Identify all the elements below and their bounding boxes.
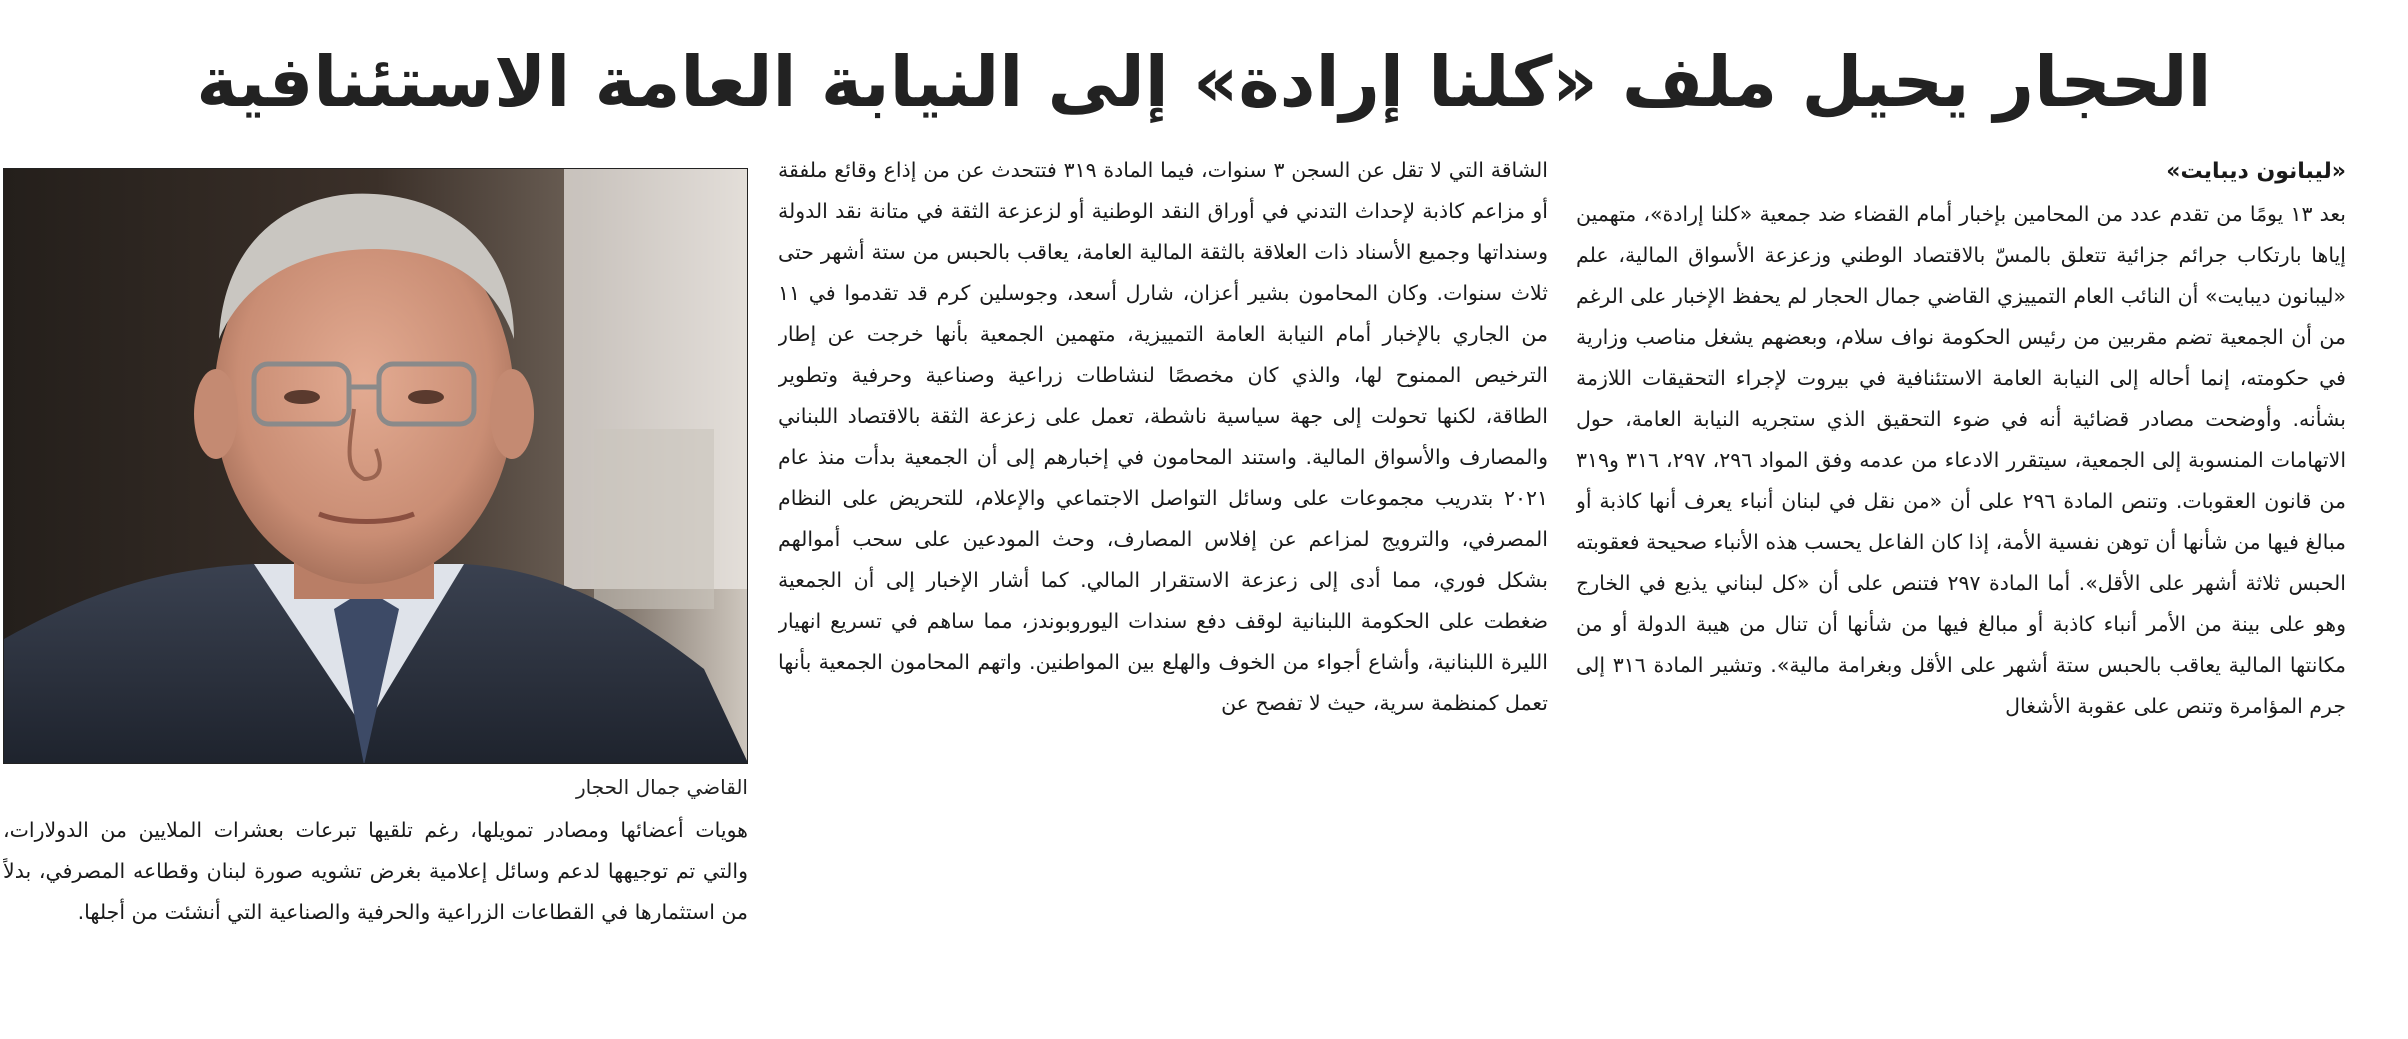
article-body-left: هويات أعضائها ومصادر تمويلها، رغم تلقيها تبرعات بعشرات الملايين من الدولارات، والتي تم توجيهها لدعم وسائل إعلامية بغرض تشويه صورة لبنان وقطاعه المصرفي، بدلاً من استثمارها في القطاعات الزراعية والحرفية والصناعية التي أنشئت من أجلها.	[3, 818, 748, 924]
article-column-middle	[778, 150, 1548, 1015]
portrait-illustration	[4, 169, 748, 764]
article-byline: «ليبانون ديبايت»	[2166, 159, 2346, 184]
article-headline: الحجار يحيل ملف «كلنا إرادة» إلى النيابة العامة الاستئنافية	[196, 41, 2212, 123]
judge-photo	[3, 168, 748, 764]
photo-caption: القاضي جمال الحجار	[575, 775, 748, 799]
article-body-middle: الشاقة التي لا تقل عن السجن ٣ سنوات، فيما المادة ٣١٩ فتتحدث عن من إذاع وقائع ملفقة أو مزاعم كاذبة لإحداث التدني في أوراق النقد الوطنية أو لزعزعة الثقة في متانة نقد الدولة وسنداتها وجميع الأسناد ذات العلاقة بالثقة المالية العامة، يعاقب بالحبس من ستة أشهر حتى ثلاث سنوات. وكان المحامون بشير أعزان، شارل أسعد، وجوسلين كرم قد تقدموا في ١١ من الجاري بالإخبار أمام النيابة العامة التمييزية، متهمين الجمعية بأنها خرجت عن إطار الترخيص الممنوح لها، والذي كان مخصصًا لنشاطات زراعية وصناعية وحرفية وتطوير الطاقة، لكنها تحولت إلى جهة سياسية ناشطة، تعمل على زعزعة الثقة بالاقتصاد اللبناني والمصارف والأسواق المالية. واستند المحامون في إخبارهم إلى أن الجمعية بدأت منذ عام ٢٠٢١ بتدريب مجموعات على وسائل التواصل الاجتماعي والإعلام، للتحريض على النظام المصرفي، والترويج لمزاعم عن إفلاس المصارف، وحث المودعين على سحب أموالهم بشكل فوري، مما أدى إلى زعزعة الاستقرار المالي. كما أشار الإخبار إلى أن الجمعية ضغطت على الحكومة اللبنانية لوقف دفع سندات اليوروبوندز، مما ساهم في تسريع انهيار الليرة اللبنانية، وأشاع أجواء من الخوف والهلع بين المواطنين. واتهم المحامون الجمعية بأنها تعمل كمنظمة سرية، حيث لا تفصح عن	[778, 158, 1548, 715]
article-body-right: بعد ١٣ يومًا من تقدم عدد من المحامين بإخبار أمام القضاء ضد جمعية «كلنا إرادة»، متهمين إياها بارتكاب جرائم جزائية تتعلق بالمسّ بالاقتصاد الوطني وزعزعة الأسواق المالية، علم «ليبانون ديبايت» أن النائب العام التمييزي القاضي جمال الحجار لم يحفظ الإخبار على الرغم من أن الجمعية تضم مقربين من رئيس الحكومة نواف سلام، وبعضهم يشغل مناصب وزارية في حكومته، إنما أحاله إلى النيابة العامة الاستئنافية في بيروت لإجراء التحقيقات اللازمة بشأنه. وأوضحت مصادر قضائية أنه في ضوء التحقيق الذي ستجريه النيابة العامة، حول الاتهامات المنسوبة إلى الجمعية، سيتقرر الادعاء من عدمه وفق المواد ٢٩٦، ٢٩٧، ٣١٦ و٣١٩ من قانون العقوبات. وتنص المادة ٢٩٦ على أن «من نقل في لبنان أنباء يعرف أنها كاذبة أو مبالغ فيها من شأنها أن توهن نفسية الأمة، إذا كان الفاعل يحسب هذه الأنباء صحيحة فعقوبته الحبس ثلاثة أشهر على الأقل». أما المادة ٢٩٧ فتنص على أن «كل لبناني يذيع في الخارج وهو على بينة من الأمر أنباء كاذبة أو مبالغ فيها من شأنها أن تنال من هيبة الدولة أو من مكانتها المالية يعاقب بالحبس ستة أشهر على الأقل وبغرامة مالية». وتشير المادة ٣١٦ إلى جرم المؤامرة وتنص على عقوبة الأشغال	[1576, 202, 2346, 718]
article-column-left	[3, 168, 748, 1015]
article-column-right	[1576, 150, 2346, 1015]
